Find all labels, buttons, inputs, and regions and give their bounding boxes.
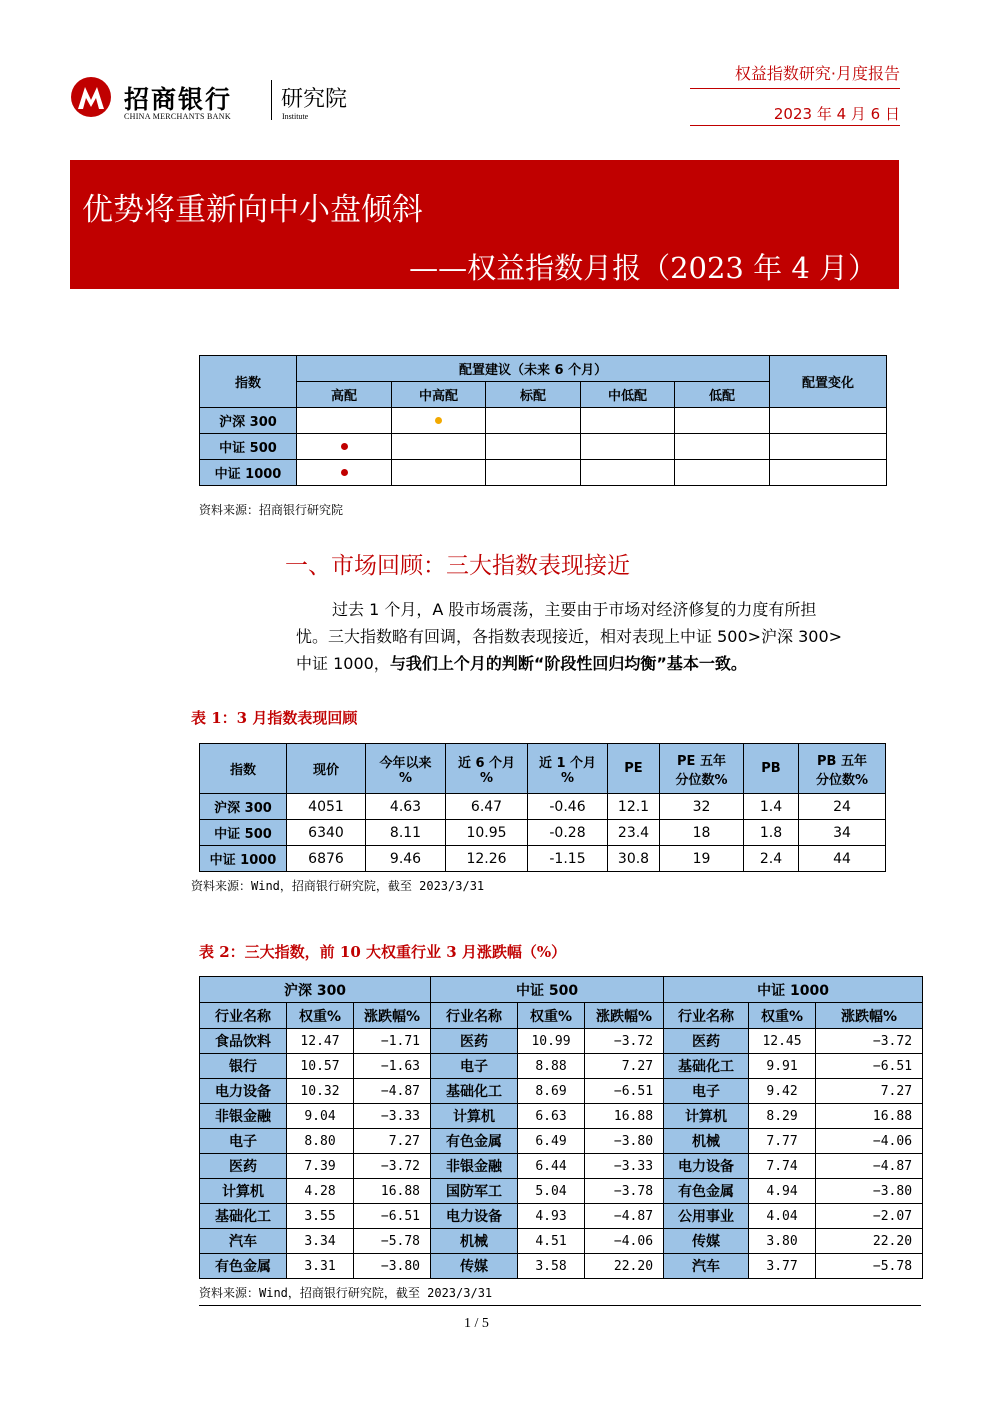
table-cell: 12.26 [446,846,528,872]
group-header: 中证 1000 [664,977,923,1003]
column-header: 权重% [518,1003,585,1029]
alloc-cell [297,460,392,486]
table-cell: 23.4 [608,820,660,846]
row-index-name: 中证 1000 [200,460,297,486]
allocation-dot-icon [341,469,348,476]
table-cell: 34 [799,820,886,846]
table-cell: 19 [660,846,744,872]
table-row [200,820,886,846]
paragraph-text: 中证 1000， [296,654,390,673]
report-date: 2023 年 4 月 6 日 [773,105,900,123]
table-cell: 10.57 [287,1054,354,1079]
table-cell: 3.80 [749,1229,816,1254]
industry-name: 计算机 [431,1104,518,1129]
industry-name: 医药 [664,1029,749,1054]
industry-name: 基础化工 [200,1204,287,1229]
alloc-cell [392,408,486,434]
table-row [200,1229,923,1254]
table-cell: 10.99 [518,1029,585,1054]
alloc-change-cell [770,460,887,486]
table-row [200,1254,923,1279]
table-cell: 22.20 [816,1229,923,1254]
alloc-level-header: 标配 [486,382,581,408]
table-cell: -0.46 [528,794,608,820]
allocation-dot-icon [341,443,348,450]
alloc-cell [581,460,675,486]
table-cell: 6.49 [518,1129,585,1154]
table-row [200,1029,923,1054]
column-header: 权重% [749,1003,816,1029]
table-cell: 7.27 [585,1054,664,1079]
table-cell: 1.4 [744,794,799,820]
table-cell: 9.04 [287,1104,354,1129]
industry-name: 基础化工 [431,1079,518,1104]
alloc-header-index: 指数 [200,356,297,408]
table-cell: 4.28 [287,1179,354,1204]
table-cell: 3.77 [749,1254,816,1279]
logo-bank-name-en: CHINA MERCHANTS BANK [124,112,231,121]
page-number: 1 / 5 [464,1316,489,1331]
industry-name: 机械 [664,1129,749,1154]
table-row [200,794,886,820]
industry-name: 传媒 [664,1229,749,1254]
section-heading: 一、市场回顾：三大指数表现接近 [285,553,630,579]
alloc-level-header: 中高配 [392,382,486,408]
table-cell: 7.39 [287,1154,354,1179]
alloc-change-cell [770,434,887,460]
column-header: 权重% [287,1003,354,1029]
table-cell: −3.80 [354,1254,431,1279]
column-header: PE 五年 分位数% [660,744,744,794]
alloc-cell [581,408,675,434]
cmb-logo-icon [70,76,112,118]
table-cell: −2.07 [816,1204,923,1229]
industry-name: 电子 [431,1054,518,1079]
table-cell: 30.8 [608,846,660,872]
table-row [200,434,887,460]
industry-name: 电子 [664,1079,749,1104]
logo-institute: 研究院 [281,87,348,112]
alloc-cell [297,408,392,434]
table-cell: 2.4 [744,846,799,872]
column-header: 近 1 个月 % [528,744,608,794]
table-cell: 44 [799,846,886,872]
table-cell: 9.42 [749,1079,816,1104]
title-banner [70,160,899,289]
table-cell: 4.94 [749,1179,816,1204]
table-cell: 6.63 [518,1104,585,1129]
logo-divider [271,80,272,120]
alloc-change-cell [770,408,887,434]
table-cell: −3.72 [585,1029,664,1054]
table-cell: 8.11 [366,820,446,846]
industry-name: 有色金属 [431,1129,518,1154]
industry-name: 电力设备 [664,1154,749,1179]
table-cell: 16.88 [585,1104,664,1129]
table-cell: 3.58 [518,1254,585,1279]
column-header: 行业名称 [200,1003,287,1029]
alloc-header-change: 配置变化 [770,356,887,408]
alloc-cell [486,408,581,434]
industry-name: 电子 [200,1129,287,1154]
industry-name: 电力设备 [200,1079,287,1104]
table-row [200,1154,923,1179]
industry-name: 汽车 [200,1229,287,1254]
table-cell: −4.87 [354,1079,431,1104]
table-cell: −3.78 [585,1179,664,1204]
table-cell: −5.78 [354,1229,431,1254]
table-cell: 18 [660,820,744,846]
table-cell: 8.80 [287,1129,354,1154]
table-cell: 7.77 [749,1129,816,1154]
industry-name: 有色金属 [200,1254,287,1279]
alloc-cell [486,460,581,486]
table-cell: 7.74 [749,1154,816,1179]
industry-name: 非银金融 [200,1104,287,1129]
table-cell: 3.34 [287,1229,354,1254]
table-cell: −3.72 [354,1154,431,1179]
table-cell: −6.51 [585,1079,664,1104]
alloc-cell [581,434,675,460]
table-cell: 4051 [287,794,366,820]
table-cell: 10.95 [446,820,528,846]
alloc-cell [392,460,486,486]
table-cell: 6340 [287,820,366,846]
row-index-name: 沪深 300 [200,408,297,434]
table-cell: 12.47 [287,1029,354,1054]
index-performance-table [199,743,886,872]
table-row [200,846,886,872]
footer-rule [199,1305,921,1306]
column-header: 涨跌幅% [585,1003,664,1029]
table-row [200,1104,923,1129]
industry-name: 非银金融 [431,1154,518,1179]
table-cell: 8.69 [518,1079,585,1104]
industry-name: 国防军工 [431,1179,518,1204]
table-cell: 32 [660,794,744,820]
alloc-cell [675,408,770,434]
alloc-cell [675,434,770,460]
allocation-table [199,355,887,486]
industry-name: 医药 [200,1154,287,1179]
column-header: PB [744,744,799,794]
group-header: 中证 500 [431,977,664,1003]
table-cell: 9.91 [749,1054,816,1079]
table-cell: −1.63 [354,1054,431,1079]
column-header: 行业名称 [664,1003,749,1029]
industry-name: 医药 [431,1029,518,1054]
table1-source: 资料来源：Wind，招商银行研究院，截至 2023/3/31 [191,879,485,893]
industry-name: 传媒 [431,1254,518,1279]
alloc-level-header: 低配 [675,382,770,408]
table-cell: 3.31 [287,1254,354,1279]
table-cell: −4.06 [585,1229,664,1254]
table-cell: 8.29 [749,1104,816,1129]
table-row [200,1054,923,1079]
table-cell: 9.46 [366,846,446,872]
paragraph-line: 忧。三大指数略有回调，各指数表现接近，相对表现上中证 500>沪深 300> [296,627,843,646]
table-cell: 6.44 [518,1154,585,1179]
table-cell: 12.1 [608,794,660,820]
table-cell: -1.15 [528,846,608,872]
table-cell: −3.72 [816,1029,923,1054]
table-cell: 6.47 [446,794,528,820]
table-cell: -0.28 [528,820,608,846]
alloc-cell [392,434,486,460]
header-rule [690,125,900,126]
table-cell: 4.93 [518,1204,585,1229]
table-cell: 16.88 [816,1104,923,1129]
column-header: PE [608,744,660,794]
industry-name: 基础化工 [664,1054,749,1079]
table-cell: −3.33 [354,1104,431,1129]
row-index-name: 沪深 300 [200,794,287,820]
industry-name: 汽车 [664,1254,749,1279]
paragraph-emphasis: 与我们上个月的判断“阶段性回归均衡”基本一致。 [389,654,747,673]
table-row [200,460,887,486]
industry-name: 电力设备 [431,1204,518,1229]
table-cell: −1.71 [354,1029,431,1054]
column-header: 现价 [287,744,366,794]
alloc-cell [297,434,392,460]
alloc-level-header: 中低配 [581,382,675,408]
table-row [200,408,887,434]
column-header: 指数 [200,744,287,794]
report-title: 优势将重新向中小盘倾斜 [82,192,423,228]
industry-name: 有色金属 [664,1179,749,1204]
column-header: 涨跌幅% [354,1003,431,1029]
table-cell: 7.27 [816,1079,923,1104]
industry-name: 机械 [431,1229,518,1254]
alloc-source: 资料来源：招商银行研究院 [199,503,344,517]
row-index-name: 中证 500 [200,434,297,460]
paragraph-line: 过去 1 个月，A 股市场震荡，主要由于市场对经济修复的力度有所担 [332,600,817,619]
table-cell: −6.51 [354,1204,431,1229]
logo-institute-en: Institute [282,112,309,121]
column-header: 行业名称 [431,1003,518,1029]
industry-name: 食品饮料 [200,1029,287,1054]
table-cell: 3.55 [287,1204,354,1229]
column-header: 涨跌幅% [816,1003,923,1029]
table-cell: −4.06 [816,1129,923,1154]
table-row [200,1129,923,1154]
table-cell: 22.20 [585,1254,664,1279]
industry-name: 计算机 [200,1179,287,1204]
alloc-level-header: 高配 [297,382,392,408]
table-row [200,1179,923,1204]
row-index-name: 中证 500 [200,820,287,846]
group-header: 沪深 300 [200,977,431,1003]
column-header: 近 6 个月 % [446,744,528,794]
table-cell: 1.8 [744,820,799,846]
table-cell: −3.33 [585,1154,664,1179]
industry-weights-table [199,976,923,1279]
table-cell: −3.80 [816,1179,923,1204]
report-subtitle: ——权益指数月报（2023 年 4 月） [409,251,877,285]
table2-source: 资料来源：Wind，招商银行研究院，截至 2023/3/31 [199,1286,493,1300]
table-row [200,1079,923,1104]
table-cell: 4.51 [518,1229,585,1254]
table-cell: 6876 [287,846,366,872]
column-header: 今年以来 % [366,744,446,794]
alloc-cell [486,434,581,460]
table-cell: 10.32 [287,1079,354,1104]
header-rule [690,88,900,89]
table-cell: −3.80 [585,1129,664,1154]
industry-name: 银行 [200,1054,287,1079]
industry-name: 计算机 [664,1104,749,1129]
table-cell: 4.04 [749,1204,816,1229]
table-cell: 4.63 [366,794,446,820]
allocation-dot-icon [435,417,442,424]
table-cell: 12.45 [749,1029,816,1054]
table-cell: 8.88 [518,1054,585,1079]
table-cell: −4.87 [816,1154,923,1179]
table-row [200,1204,923,1229]
table1-caption: 表 1：3 月指数表现回顾 [191,709,358,727]
alloc-cell [675,460,770,486]
table-cell: 7.27 [354,1129,431,1154]
alloc-header-group: 配置建议（未来 6 个月） [297,356,770,382]
table-cell: 24 [799,794,886,820]
table-cell: −4.87 [585,1204,664,1229]
industry-name: 公用事业 [664,1204,749,1229]
logo-bank-name: 招商银行 [124,85,233,114]
row-index-name: 中证 1000 [200,846,287,872]
report-type: 权益指数研究·月度报告 [734,64,900,83]
table-cell: 16.88 [354,1179,431,1204]
paragraph-line [296,650,896,677]
column-header: PB 五年 分位数% [799,744,886,794]
table-cell: −5.78 [816,1254,923,1279]
table2-caption: 表 2：三大指数，前 10 大权重行业 3 月涨跌幅（%） [199,943,567,961]
table-cell: −6.51 [816,1054,923,1079]
table-cell: 5.04 [518,1179,585,1204]
